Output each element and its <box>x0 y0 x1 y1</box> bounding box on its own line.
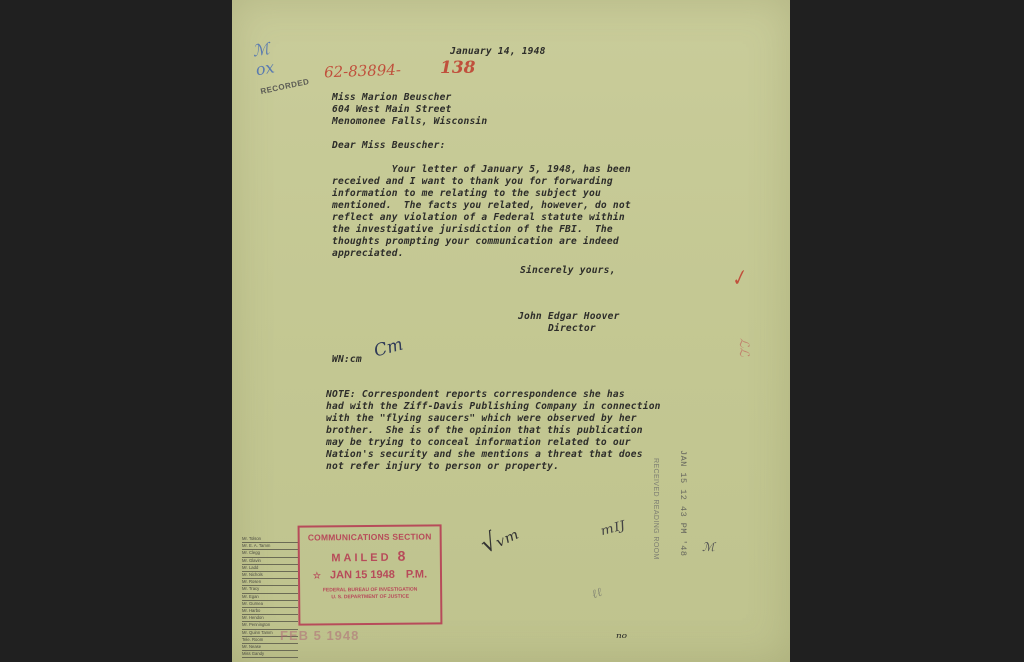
letter-date: January 14, 1948 <box>450 46 546 57</box>
body-line: received and I want to thank you for forwarding <box>332 176 613 187</box>
routing-name: Mr. Tolson <box>242 536 298 543</box>
red-pencil-mark: ✓ <box>726 263 751 293</box>
body-line: Your letter of January 5, 1948, has been <box>332 164 631 175</box>
routing-name: Mr. Ladd <box>242 565 298 572</box>
body-line: information to me relating to the subject you <box>332 188 601 199</box>
viewer-margin-right <box>790 0 1024 662</box>
note-line: not refer injury to person or property. <box>326 461 560 472</box>
routing-name: Mr. E. A. Tamm <box>242 543 298 550</box>
typist-initials: WN:cm <box>332 354 362 365</box>
handwritten-scrawl: ℓℓ <box>589 584 604 602</box>
handwritten-scrawl: ℳ <box>702 540 715 554</box>
routing-name: Mr. Egan <box>242 594 298 601</box>
signatory-name: John Edgar Hoover <box>518 311 620 322</box>
handwritten-scrawl: ₙₒ <box>616 626 628 642</box>
stamp-date: JAN 15 1948 <box>329 568 395 582</box>
routing-name: Mr. Quinn Tamm <box>242 630 298 637</box>
note-line: may be trying to conceal information related to our <box>326 437 631 448</box>
received-date: JAN 15 12 43 PM '48 <box>678 450 688 557</box>
body-line: thoughts prompting your communication are indeed <box>332 236 619 247</box>
red-margin-annotation: ℒℒ <box>736 338 751 357</box>
closing: Sincerely yours, <box>520 265 616 276</box>
file-serial: 138 <box>440 58 476 78</box>
routing-name: Mr. Glavin <box>242 558 298 565</box>
stamp-footer <box>300 586 440 601</box>
stamp-footer-line: FEDERAL BUREAU OF INVESTIGATION <box>322 586 418 594</box>
communications-mailed-stamp <box>298 524 443 625</box>
body-line: reflect any violation of a Federal statute within <box>332 212 625 223</box>
routing-name: Mr. Hendon <box>242 615 298 622</box>
routing-name: Mr. Nichols <box>242 572 298 579</box>
stamp-mailed <box>300 547 440 564</box>
star-icon: ☆ <box>312 570 321 581</box>
signatory-title: Director <box>548 323 596 334</box>
stamp-footer-line: U. S. DEPARTMENT OF JUSTICE <box>331 593 410 601</box>
document-page <box>232 0 790 662</box>
stamp-number: 8 <box>397 547 409 564</box>
routing-name: Mr. Tracy <box>242 586 298 593</box>
recorded-stamp: RECORDED <box>259 76 311 97</box>
routing-name: Mr. Harbo <box>242 608 298 615</box>
note-line: Nation's security and she mentions a threat that does <box>326 449 643 460</box>
stamp-time: P.M. <box>405 568 428 581</box>
address-line: 604 West Main Street <box>332 104 452 115</box>
address-line: Miss Marion Beuscher <box>332 92 452 103</box>
stamp-date-row <box>300 568 440 581</box>
handwritten-initials: Cm <box>371 334 406 362</box>
routing-name: Mr. Pennington <box>242 622 298 629</box>
routing-name: Mr. Clegg <box>242 550 298 557</box>
bottom-date-stamp: FEB 5 1948 <box>280 628 360 643</box>
body-line: the investigative jurisdiction of the FBI. The <box>332 224 613 235</box>
stamp-header: COMMUNICATIONS SECTION <box>307 531 432 543</box>
received-stamp: RECEIVED READING ROOM <box>652 458 659 560</box>
handwritten-initials-blue: ℳ ox <box>250 38 276 80</box>
address-line: Menomonee Falls, Wisconsin <box>332 116 488 127</box>
note-line: with the "flying saucers" which were observed by her <box>326 413 637 424</box>
note-line: had with the Ziff-Davis Publishing Company in connection <box>326 401 661 412</box>
body-line: appreciated. <box>332 248 404 259</box>
routing-name: Tele. Room <box>242 637 298 644</box>
routing-name: Miss Gandy <box>242 651 298 658</box>
viewer-margin-left <box>0 0 232 662</box>
file-number: 62-83894- <box>323 60 402 82</box>
note-line: brother. She is of the opinion that this publication <box>326 425 643 436</box>
handwritten-scrawl: √ᵥₘ <box>475 517 524 559</box>
stamp-mailed-label: MAILED <box>331 551 392 565</box>
salutation: Dear Miss Beuscher: <box>332 140 446 151</box>
note-line: NOTE: Correspondent reports correspondence she has <box>326 389 625 400</box>
body-line: mentioned. The facts you related, however, do not <box>332 200 631 211</box>
handwritten-scrawl: ᵐᴵᴶ <box>599 517 630 548</box>
routing-name: Mr. Rosen <box>242 579 298 586</box>
routing-name: Mr. Gurnea <box>242 601 298 608</box>
routing-name: Mr. Nease <box>242 644 298 651</box>
